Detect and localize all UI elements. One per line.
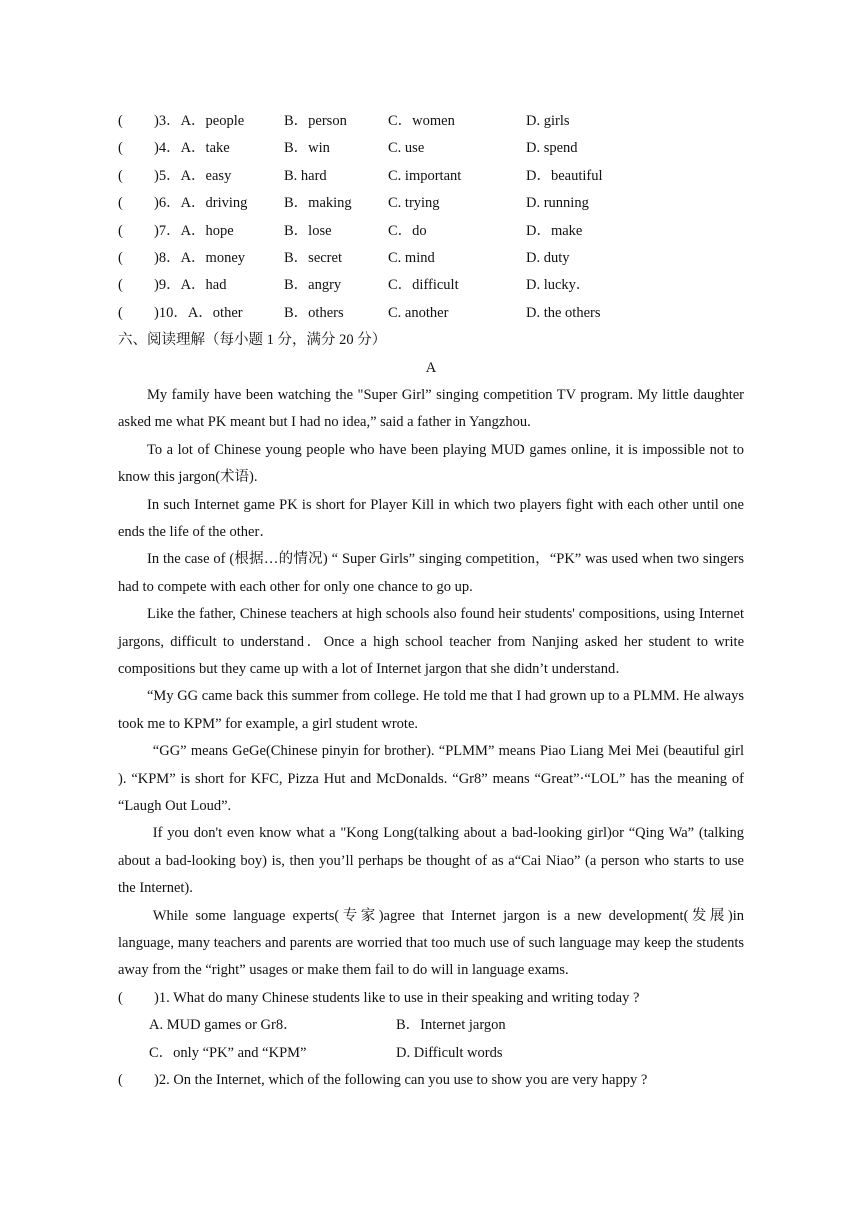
option-b: B．secret <box>284 249 342 266</box>
cloze-row <box>118 190 744 217</box>
cloze-row <box>118 272 744 299</box>
passage-paragraph: “My GG came back this summer from college. He told me that I had grown up to a PLMM. He always took me to KPM” for example, a girl student wrote. <box>118 688 744 732</box>
passage-paragraph: In such Internet game PK is short for Player Kill in which two players fight with each other until one ends the life of the other． <box>118 496 744 540</box>
passage-paragraph: If you don't even know what a "Kong Long(talking about a bad-looking girl)or “Qing Wa” (talking about a bad-looking boy) is, then you’ll perhaps be thought of as a“Cai Niao” (a person who starts to use the Internet). <box>118 825 744 897</box>
passage-paragraph: My family have been watching the "Super Girl” singing competition TV program. My little daughter asked me what PK meant but I had no idea,” said a father in Yangzhou. <box>118 386 744 431</box>
option-a: )8．A．money <box>154 249 246 266</box>
option-b: B. hard <box>284 167 327 184</box>
option-c: C. important <box>388 167 462 184</box>
option-d: D. girls <box>526 113 570 129</box>
option-b: B．lose <box>284 222 332 239</box>
cloze-options-list <box>118 108 744 327</box>
question-1-options-row <box>118 1040 744 1067</box>
reading-passage <box>118 382 744 985</box>
cloze-row <box>118 135 744 162</box>
exam-page <box>118 108 744 1094</box>
option-a: )6．A．driving <box>154 195 248 212</box>
option-b: B．Internet jargon <box>396 1017 506 1034</box>
option-d: D．beautiful <box>526 167 603 184</box>
question-2 <box>118 1067 744 1094</box>
option-d: D. duty <box>526 249 570 266</box>
option-c: C．do <box>388 222 427 239</box>
question-1 <box>118 985 744 1012</box>
option-d: D. lucky． <box>526 277 591 294</box>
answer-blank[interactable]: ( <box>118 249 123 266</box>
cloze-row <box>118 218 744 245</box>
question-1-options-row <box>118 1012 744 1039</box>
passage-label: A <box>425 359 437 376</box>
option-b: B．angry <box>284 277 342 294</box>
option-d: D. the others <box>526 304 601 321</box>
option-c: C. mind <box>388 249 435 266</box>
answer-blank[interactable]: ( <box>118 304 123 321</box>
answer-blank[interactable]: ( <box>118 167 123 184</box>
passage-paragraph: “GG” means GeGe(Chinese pinyin for brother). “PLMM” means Piao Liang Mei Mei (beautiful girl ). “KPM” is short for KFC, Pizza Hut and McDonalds. “Gr8” means “Great”·“LOL” has the meaning of “Laugh Out Loud”. <box>118 743 744 814</box>
option-a: )3．A．people <box>154 113 245 129</box>
cloze-row <box>118 108 744 135</box>
option-a: )10．A．other <box>154 304 243 321</box>
option-c: C. trying <box>388 195 440 212</box>
option-b: B．person <box>284 113 347 129</box>
passage-paragraph: In the case of (根据…的情况) “ Super Girls” singing competition，“PK” was used when two singers had to compete with each other for only one chance to go up. <box>118 551 744 595</box>
section-title: 六、阅读理解（每小题 1 分，满分 20 分） <box>118 332 387 349</box>
question-text: )2. On the Internet, which of the following can you use to show you are very happy ? <box>154 1072 648 1089</box>
passage-paragraph: To a lot of Chinese young people who have been playing MUD games online, it is impossible not to know this jargon(术语). <box>118 441 744 486</box>
option-c: C．only “PK” and “KPM” <box>149 1044 307 1061</box>
option-d: D．make <box>526 222 583 239</box>
answer-blank[interactable]: ( <box>118 1072 123 1089</box>
option-c: C．difficult <box>388 277 459 294</box>
option-b: B．win <box>284 140 330 157</box>
cloze-row <box>118 245 744 272</box>
option-a: )9．A．had <box>154 277 227 294</box>
option-c: C. another <box>388 304 449 321</box>
answer-blank[interactable]: ( <box>118 195 123 212</box>
answer-blank[interactable]: ( <box>118 222 123 239</box>
cloze-row <box>118 300 744 327</box>
option-c: C. use <box>388 140 425 157</box>
option-d: D. spend <box>526 140 578 157</box>
answer-blank[interactable]: ( <box>118 113 123 129</box>
option-c: C．women <box>388 113 455 129</box>
option-b: B．making <box>284 195 352 212</box>
answer-blank[interactable]: ( <box>118 277 123 294</box>
passage-paragraph: Like the father, Chinese teachers at high schools also found heir students' compositions, using Internet jargons, difficult to understand．Once a high school teacher from Nanjing asked her student to write compositions but they came up with a lot of Internet jargon that she didn’t understand． <box>118 606 744 677</box>
answer-blank[interactable]: ( <box>118 140 123 157</box>
option-a: )7．A．hope <box>154 222 234 239</box>
option-a: A. MUD games or Gr8． <box>149 1017 298 1034</box>
question-text: )1. What do many Chinese students like to use in their speaking and writing today ? <box>154 989 640 1006</box>
passage-paragraph: While some language experts(专家)agree that Internet jargon is a new development(发展)in language, many teachers and parents are worried that too much use of such language may keep the students away from the “right” usages or make them fail to do will in language exams. <box>118 907 744 979</box>
cloze-row <box>118 163 744 190</box>
answer-blank[interactable]: ( <box>118 989 123 1006</box>
option-a: )4．A．take <box>154 140 230 157</box>
option-a: )5．A．easy <box>154 167 232 184</box>
option-d: D. running <box>526 195 589 212</box>
option-b: B．others <box>284 304 344 321</box>
option-d: D. Difficult words <box>396 1044 503 1061</box>
